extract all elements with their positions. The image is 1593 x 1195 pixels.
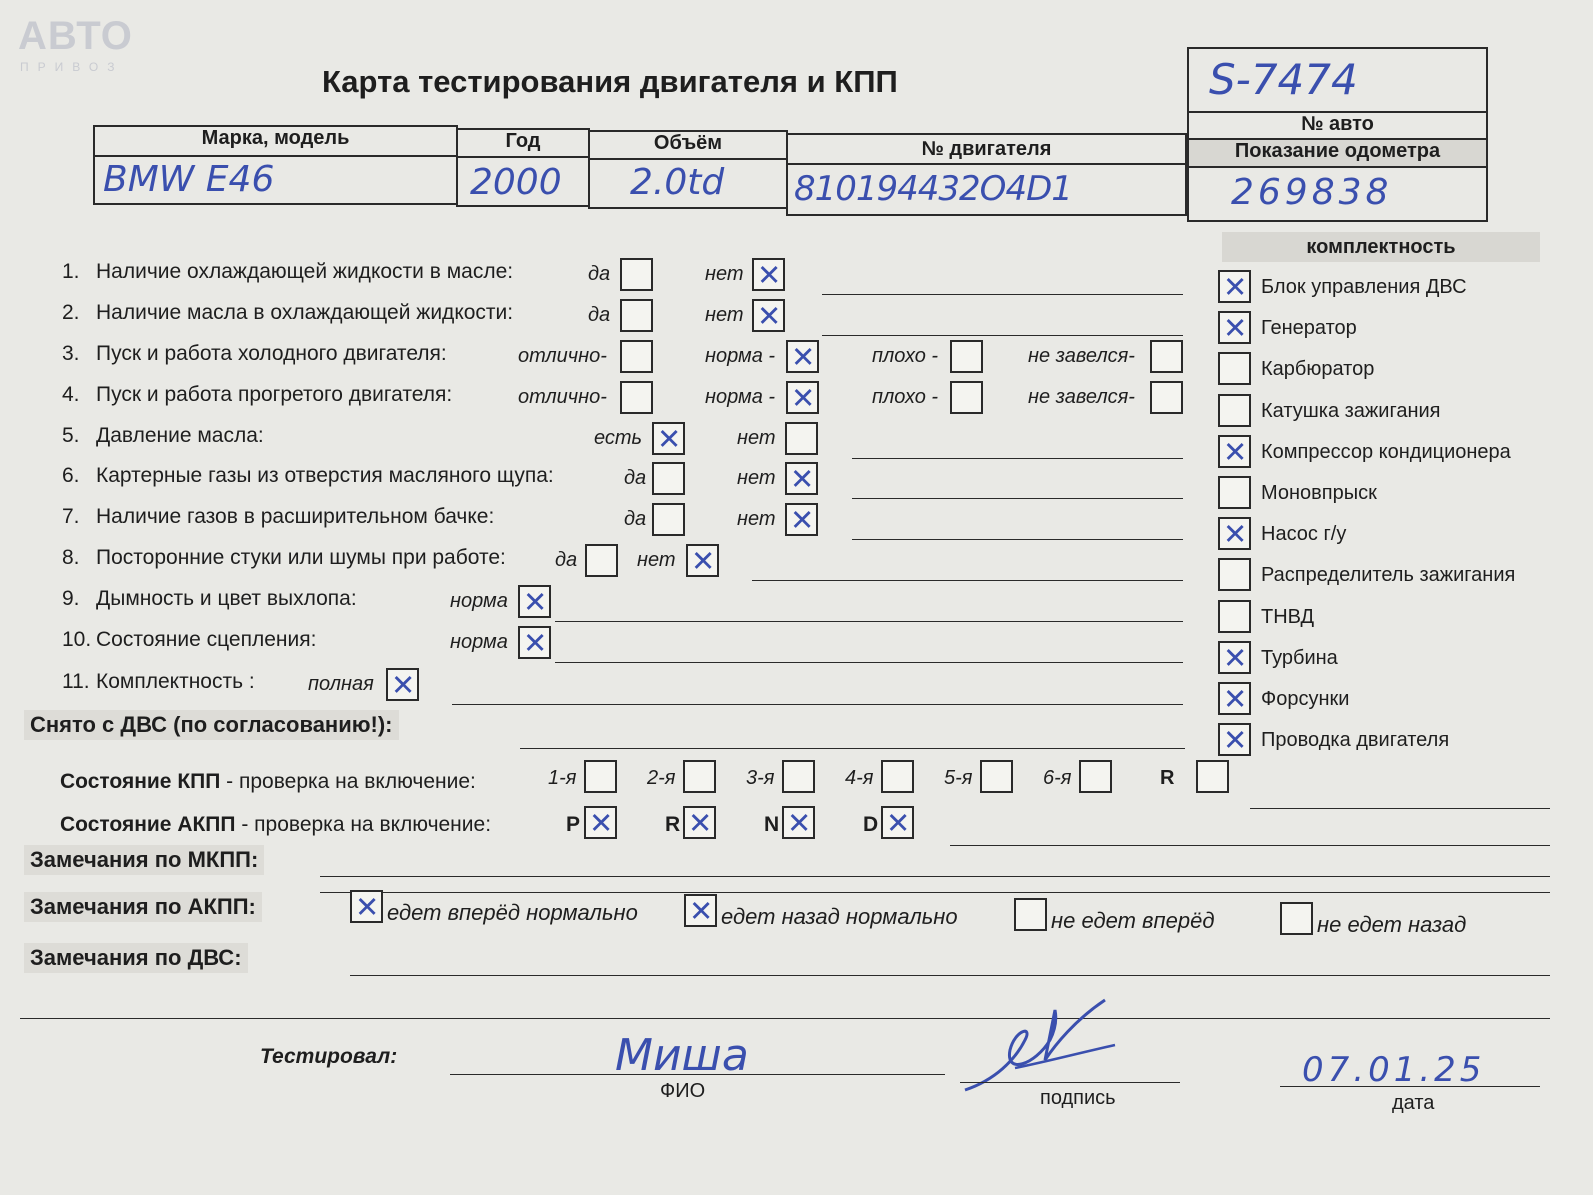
make-model-header [93,125,458,157]
option-checkbox[interactable] [1150,381,1183,414]
option-label: отлично- [518,345,607,367]
akpp-mode-label: P [566,813,581,836]
removed-line[interactable] [520,748,1185,749]
option-checkbox[interactable] [585,544,618,577]
question-number: 10. [62,628,92,651]
akpp-mode-label: R [665,813,681,836]
remarks-mkpp-label: Замечания по МКПП: [24,845,264,875]
fio-label: ФИО [660,1080,706,1102]
kit-checkbox[interactable] [1218,723,1251,756]
option-label: нет [705,304,744,326]
option-label: отлично- [518,386,607,408]
option-checkbox[interactable] [518,626,551,659]
option-label: нет [737,508,776,530]
signature-image [955,990,1125,1100]
option-checkbox[interactable] [686,544,719,577]
akpp-mode-label: N [764,813,780,836]
fio-line[interactable] [450,1074,945,1075]
remarks-akpp-line[interactable] [320,892,1550,893]
option-checkbox[interactable] [786,381,819,414]
option-label: полная [308,673,374,695]
gear-checkbox[interactable] [683,760,716,793]
question-text: Пуск и работа прогретого двигателя: [96,383,453,406]
option-checkbox[interactable] [620,381,653,414]
question-note-line[interactable] [852,498,1183,499]
question-note-line[interactable] [822,294,1183,295]
option-label: нет [737,467,776,489]
kit-checkbox[interactable] [1218,600,1251,633]
gear-label: 2-я [647,767,676,789]
logo [14,14,146,74]
question-number: 1. [62,260,80,283]
option-label: плохо - [872,386,939,408]
gear-label: 4-я [845,767,874,789]
year-header [456,128,590,158]
gear-checkbox[interactable] [1196,760,1229,793]
kit-checkbox[interactable] [1218,435,1251,468]
question-note-line[interactable] [822,335,1183,336]
kit-item-label: Катушка зажигания [1261,399,1441,422]
kpp-label-bold: Состояние КПП [60,770,221,793]
engine-no-value: 810194432O4D1 [794,169,1072,209]
volume-header [588,130,788,160]
kit-item-label: Моновпрыск [1261,482,1377,504]
kpp-label [60,770,476,794]
akpp-remark-label: не едет назад [1317,912,1467,937]
engine-no-cell [786,163,1187,216]
gear-checkbox[interactable] [881,760,914,793]
question-text: Состояние сцепления: [96,628,317,651]
signature-label: подпись [1040,1087,1116,1109]
auto-no-label: № авто [1301,113,1374,135]
question-note-line[interactable] [752,580,1183,581]
option-checkbox[interactable] [785,503,818,536]
logo-subtext: ПРИВОЗ [20,60,124,74]
gear-checkbox[interactable] [980,760,1013,793]
kit-checkbox[interactable] [1218,558,1251,591]
akpp-remark-label: едет назад нормально [721,904,958,929]
akpp-mode-checkbox[interactable] [683,806,716,839]
akpp-remark-checkbox[interactable] [684,894,717,927]
question-note-line[interactable] [852,539,1183,540]
option-checkbox[interactable] [652,503,685,536]
question-number: 5. [62,424,80,447]
engine-no-label: № двигателя [921,138,1052,160]
kit-item-label: Насос г/у [1261,523,1347,546]
odometer-value: 269838 [1231,172,1393,213]
option-label: норма - [705,386,776,408]
odometer-cell [1187,166,1488,222]
year-label: Год [505,130,541,152]
option-label: нет [637,549,676,571]
year-value: 2000 [470,162,562,203]
kpp-line[interactable] [1250,808,1550,809]
kit-title: комплектность [1306,236,1456,258]
question-text: Комплектность : [96,670,255,693]
kit-checkbox[interactable] [1218,394,1251,427]
question-number: 3. [62,342,80,365]
question-text: Наличие охлаждающей жидкости в масле: [96,260,514,283]
akpp-label-rest: - проверка на включение: [235,813,492,836]
akpp-mode-checkbox[interactable] [584,806,617,839]
remarks-dvs-line-2[interactable] [20,1018,1550,1019]
akpp-label [60,813,491,837]
page-title: Карта тестирования двигателя и КПП [322,64,898,99]
gear-label: 1-я [548,767,577,789]
question-note-line[interactable] [452,704,1183,705]
option-label: да [624,467,647,489]
question-number: 9. [62,587,80,610]
option-checkbox[interactable] [652,422,685,455]
option-checkbox[interactable] [785,422,818,455]
akpp-remark-checkbox[interactable] [1014,898,1047,931]
make-model-cell [93,155,458,205]
question-note-line[interactable] [555,662,1183,663]
gear-label: 5-я [944,767,973,789]
kit-item-label: Проводка двигателя [1261,729,1450,752]
question-text: Наличие газов в расширительном бачке: [96,505,495,528]
option-checkbox[interactable] [786,340,819,373]
option-label: не завелся- [1028,386,1135,408]
kit-checkbox[interactable] [1218,270,1251,303]
option-label: норма [450,590,508,612]
kit-checkbox[interactable] [1218,641,1251,674]
question-number: 11. [62,670,90,693]
year-cell [456,156,590,207]
kit-item-label: Форсунки [1261,688,1350,710]
date-value: 07.01.25 [1302,1050,1486,1090]
akpp-label-bold: Состояние АКПП [60,813,236,836]
remarks-dvs-line[interactable] [350,975,1550,976]
kit-item-label: Турбина [1261,646,1338,669]
option-checkbox[interactable] [518,585,551,618]
kit-checkbox[interactable] [1218,517,1251,550]
question-text: Посторонние стуки или шумы при работе: [96,546,506,569]
kit-item-label: Карбюратор [1261,358,1375,381]
kit-item-label: Компрессор кондиционера [1261,440,1511,463]
auto-no-header [1187,111,1488,140]
gear-label: R [1160,767,1175,789]
gear-checkbox[interactable] [1079,760,1112,793]
akpp-mode-checkbox[interactable] [782,806,815,839]
option-checkbox[interactable] [620,340,653,373]
question-number: 2. [62,301,80,324]
kit-checkbox[interactable] [1218,682,1251,715]
option-label: не завелся- [1028,345,1135,367]
gear-checkbox[interactable] [584,760,617,793]
logo-text: АВТО [18,14,133,58]
engine-no-header [786,133,1187,165]
akpp-remark-checkbox[interactable] [350,890,383,923]
option-checkbox[interactable] [752,299,785,332]
question-text: Дымность и цвет выхлопа: [96,587,357,610]
option-label: есть [594,427,643,449]
option-label: да [588,263,611,285]
question-text: Наличие масла в охлаждающей жидкости: [96,301,514,324]
option-checkbox[interactable] [386,668,419,701]
gear-label: 6-я [1043,767,1072,789]
option-checkbox[interactable] [652,462,685,495]
option-checkbox[interactable] [1150,340,1183,373]
option-checkbox[interactable] [950,340,983,373]
option-label: да [588,304,611,326]
make-model-value: BMW E46 [103,159,275,200]
date-label: дата [1392,1092,1435,1114]
kpp-label-rest: - проверка на включение: [220,770,476,793]
gear-checkbox[interactable] [782,760,815,793]
question-number: 6. [62,464,80,487]
card-number-box [1187,47,1488,113]
remarks-akpp-label: Замечания по АКПП: [24,892,262,922]
akpp-remark-label: едет вперёд нормально [387,900,638,925]
kit-checkbox[interactable] [1218,352,1251,385]
question-note-line[interactable] [555,621,1183,622]
make-model-label: Марка, модель [201,127,350,149]
date-line[interactable] [1280,1086,1540,1087]
option-checkbox[interactable] [785,462,818,495]
kit-checkbox[interactable] [1218,311,1251,344]
akpp-remark-label: не едет вперёд [1051,908,1215,933]
question-text: Давление масла: [96,424,264,447]
odometer-label: Показание одометра [1234,140,1441,162]
fio-value: Миша [615,1030,749,1081]
odometer-header [1187,138,1488,168]
kit-item-label: Распределитель зажигания [1261,564,1516,587]
akpp-mode-label: D [863,813,879,836]
akpp-mode-checkbox[interactable] [881,806,914,839]
kit-item-label: Генератор [1261,317,1357,340]
removed-label: Снято с ДВС (по согласованию!): [24,710,399,740]
question-text: Пуск и работа холодного двигателя: [96,342,447,365]
akpp-remark-checkbox[interactable] [1280,902,1313,935]
option-checkbox[interactable] [620,299,653,332]
kit-item-label: ТНВД [1261,605,1315,628]
kit-item-label: Блок управления ДВС [1261,276,1467,298]
gear-label: 3-я [746,767,775,789]
akpp-line[interactable] [950,845,1550,846]
kit-title-bg [1222,232,1540,262]
tested-label: Тестировал: [260,1045,398,1068]
option-checkbox[interactable] [620,258,653,291]
question-number: 4. [62,383,80,406]
question-number: 8. [62,546,80,569]
question-text: Картерные газы из отверстия масляного щупа: [96,464,554,487]
option-label: плохо - [872,345,939,367]
option-checkbox[interactable] [752,258,785,291]
remarks-dvs-label: Замечания по ДВС: [24,943,248,973]
signature-line[interactable] [960,1082,1180,1083]
option-label: да [624,508,647,530]
remarks-mkpp-line[interactable] [320,876,1550,877]
option-label: нет [705,263,744,285]
question-number: 7. [62,505,80,528]
card-number: S-7474 [1209,55,1358,104]
option-checkbox[interactable] [950,381,983,414]
option-label: норма [450,631,508,653]
volume-value: 2.0td [630,162,725,203]
option-label: норма - [705,345,776,367]
option-label: да [555,549,578,571]
volume-label: Объём [653,132,723,154]
option-label: нет [737,427,776,449]
volume-cell [588,158,788,209]
kit-checkbox[interactable] [1218,476,1251,509]
question-note-line[interactable] [852,458,1183,459]
